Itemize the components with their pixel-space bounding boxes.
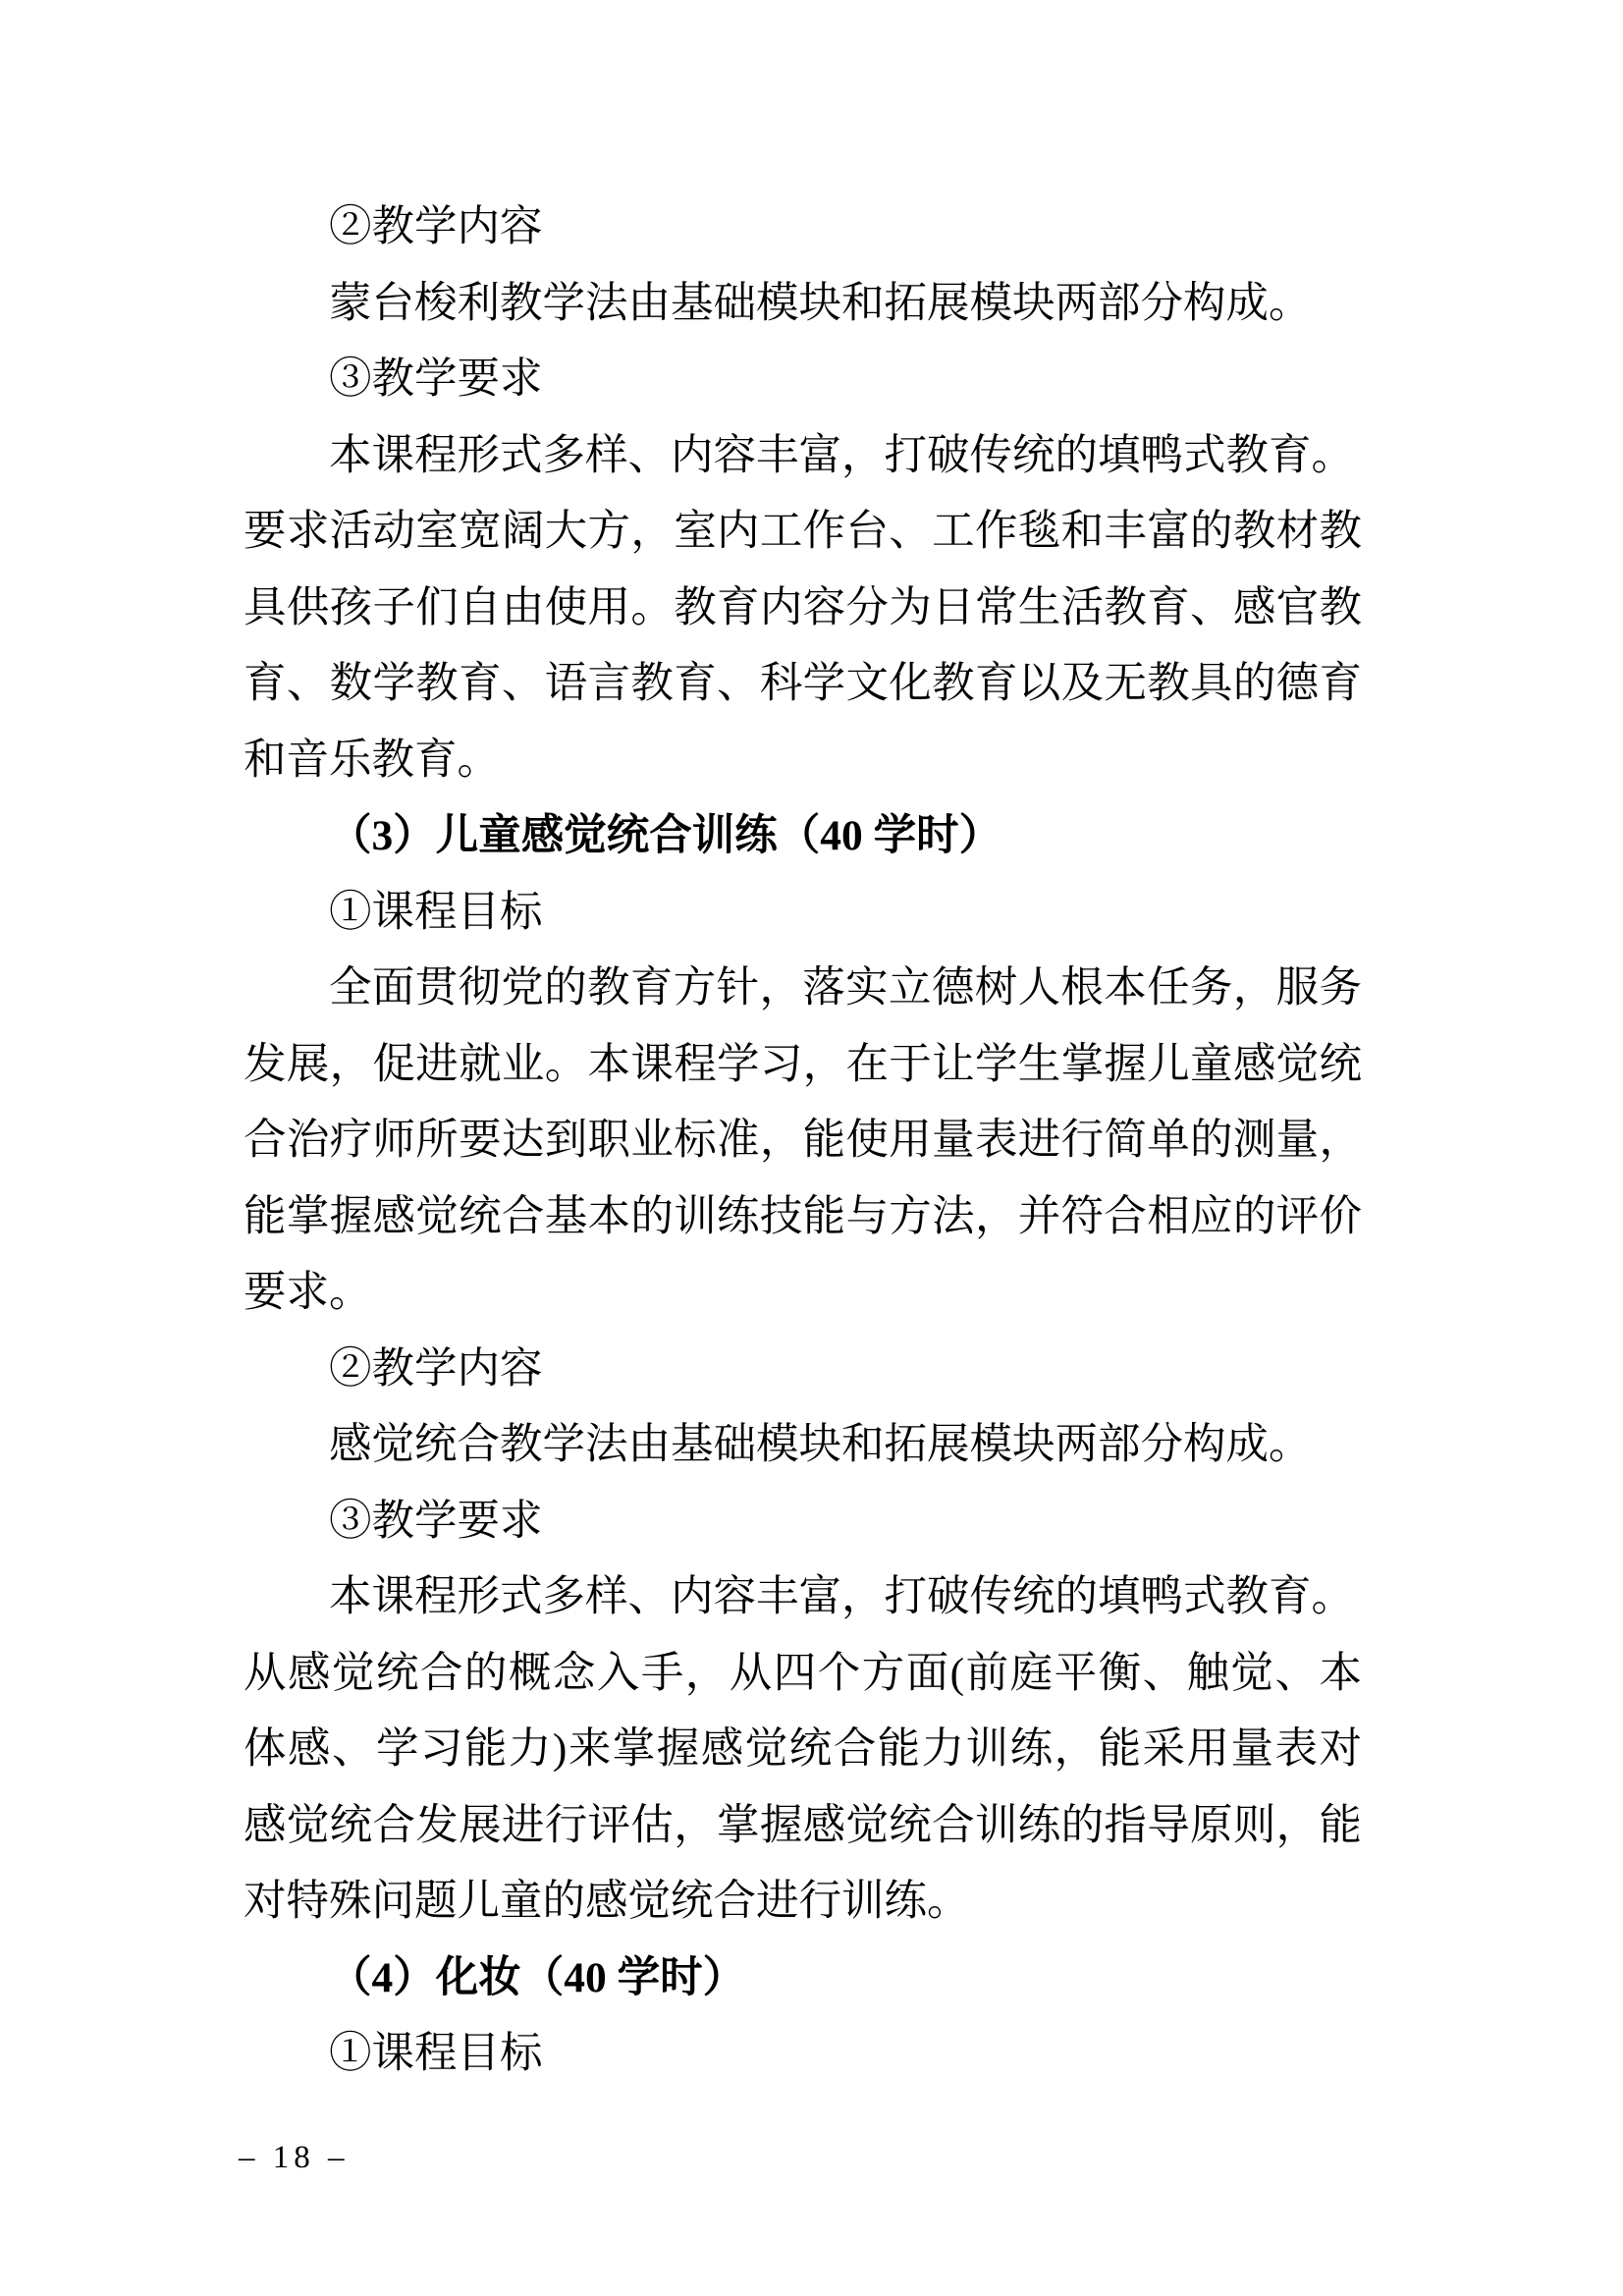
- heading-line: （4）化妆（40 学时）: [329, 1953, 746, 2001]
- text-line: 具供孩子们自由使用。教育内容分为日常生活教育、感官教: [243, 583, 1362, 631]
- text-line: 发展，促进就业。本课程学习，在于让学生掌握儿童感觉统: [243, 1040, 1362, 1088]
- text-line: ②教学内容: [329, 1344, 543, 1393]
- text-line: 要求。: [243, 1269, 372, 1316]
- page-number: – 18 –: [239, 2140, 350, 2175]
- text-line: 体感、学习能力)来掌握感觉统合能力训练，能采用量表对: [243, 1725, 1362, 1773]
- text-line: 蒙台梭利教学法由基础模块和拓展模块两部分构成。: [329, 279, 1312, 327]
- text-line: 育、数学教育、语言教育、科学文化教育以及无教具的德育: [243, 660, 1362, 707]
- text-line: 感觉统合发展进行评估，掌握感觉统合训练的指导原则，能: [243, 1801, 1362, 1849]
- text-line: 合治疗师所要达到职业标准，能使用量表进行简单的测量，: [243, 1117, 1362, 1164]
- text-line: 感觉统合教学法由基础模块和拓展模块两部分构成。: [329, 1421, 1312, 1468]
- text-line: 本课程形式多样、内容丰富，打破传统的填鸭式教育。: [329, 1573, 1354, 1620]
- heading-line: （3）儿童感觉统合训练（40 学时）: [329, 812, 1002, 859]
- text-line: 要求活动室宽阔大方，室内工作台、工作毯和丰富的教材教: [243, 508, 1362, 555]
- text-line: 本课程形式多样、内容丰富，打破传统的填鸭式教育。: [329, 431, 1354, 479]
- document-text-block: [243, 190, 1362, 2093]
- text-line: 能掌握感觉统合基本的训练技能与方法，并符合相应的评价: [243, 1192, 1362, 1240]
- text-line: 全面贯彻党的教育方针，落实立德树人根本任务，服务: [329, 964, 1362, 1011]
- text-line: ③教学要求: [329, 1497, 543, 1545]
- text-line: 对特殊问题儿童的感觉统合进行训练。: [243, 1878, 970, 1925]
- text-line: ③教学要求: [329, 355, 543, 403]
- text-line: 和音乐教育。: [243, 736, 500, 784]
- text-line: ①课程目标: [329, 888, 543, 936]
- text-line: ①课程目标: [329, 2030, 543, 2077]
- text-line: ②教学内容: [329, 203, 543, 250]
- text-line: 从感觉统合的概念入手，从四个方面(前庭平衡、触觉、本: [243, 1649, 1362, 1697]
